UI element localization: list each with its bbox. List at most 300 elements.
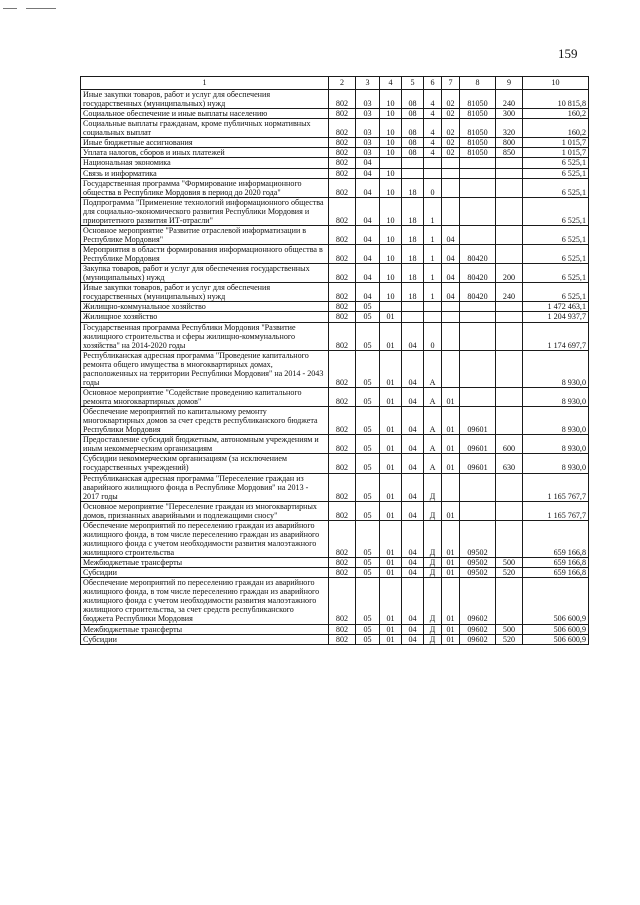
subprogram-code-cell: Д: [424, 520, 442, 557]
table-row: [81, 158, 589, 168]
amount-cell: 8 930,0: [523, 387, 589, 406]
section-code-cell: 05: [356, 520, 380, 557]
section-code-cell: 03: [356, 119, 380, 138]
section-code-cell: 04: [356, 158, 380, 168]
section-code-cell: 04: [356, 178, 380, 197]
program-code-cell: 04: [402, 473, 424, 501]
amount-cell: 6 525,1: [523, 178, 589, 197]
subsection-code-cell: 01: [380, 473, 402, 501]
ministry-code-cell: 802: [329, 148, 356, 158]
program-code-cell: 04: [402, 407, 424, 435]
item-name-cell: Обеспечение мероприятий по переселению граждан из аварийного жилищного фонда, в том числе переселению граждан из аварийного жилищного фонда с учетом необходимости развития малоэтажного жилищного строительства, за счет средств республиканского бюджета Республики Мордовия: [81, 578, 329, 624]
section-code-cell: 05: [356, 568, 380, 578]
event-code-cell: 01: [442, 624, 460, 634]
column-header: 7: [442, 77, 460, 90]
subsection-code-cell: 01: [380, 520, 402, 557]
amount-cell: 1 165 767,7: [523, 473, 589, 501]
expense-type-cell: 300: [496, 109, 523, 119]
subsection-code-cell: 01: [380, 568, 402, 578]
column-header: 8: [460, 77, 496, 90]
ministry-code-cell: 802: [329, 197, 356, 225]
program-code-cell: 04: [402, 568, 424, 578]
event-code-cell: [442, 302, 460, 312]
item-name-cell: Основное мероприятие "Переселение граждан из многоквартирных домов, признанных аварийными и подлежащими сносу": [81, 501, 329, 520]
item-name-cell: Национальная экономика: [81, 158, 329, 168]
subprogram-code-cell: [424, 158, 442, 168]
program-code-cell: 08: [402, 90, 424, 109]
event-code-cell: [442, 197, 460, 225]
direction-code-cell: [460, 322, 496, 350]
event-code-cell: 01: [442, 454, 460, 473]
subprogram-code-cell: А: [424, 435, 442, 454]
event-code-cell: [442, 350, 460, 387]
program-code-cell: [402, 168, 424, 178]
subsection-code-cell: 01: [380, 322, 402, 350]
section-code-cell: 05: [356, 501, 380, 520]
amount-cell: 1 472 463,1: [523, 302, 589, 312]
direction-code-cell: [460, 387, 496, 406]
ministry-code-cell: 802: [329, 283, 356, 302]
subsection-code-cell: 01: [380, 350, 402, 387]
subsection-code-cell: 01: [380, 624, 402, 634]
ministry-code-cell: 802: [329, 138, 356, 148]
section-code-cell: 05: [356, 387, 380, 406]
event-code-cell: 02: [442, 148, 460, 158]
subprogram-code-cell: 1: [424, 283, 442, 302]
section-code-cell: 05: [356, 454, 380, 473]
table-row: [81, 119, 589, 138]
event-code-cell: 01: [442, 387, 460, 406]
scan-mark: [3, 8, 17, 9]
event-code-cell: [442, 322, 460, 350]
program-code-cell: 04: [402, 435, 424, 454]
amount-cell: 506 600,9: [523, 624, 589, 634]
subprogram-code-cell: Д: [424, 624, 442, 634]
section-code-cell: 05: [356, 578, 380, 624]
subprogram-code-cell: А: [424, 350, 442, 387]
ministry-code-cell: 802: [329, 158, 356, 168]
amount-cell: 6 525,1: [523, 158, 589, 168]
subprogram-code-cell: 1: [424, 245, 442, 264]
table-row: [81, 387, 589, 406]
item-name-cell: Обеспечение мероприятий по капитальному ремонту многоквартирных домов за счет средств республиканского бюджета Республики Мордовия: [81, 407, 329, 435]
table-row: [81, 168, 589, 178]
subsection-code-cell: 10: [380, 168, 402, 178]
direction-code-cell: 80420: [460, 264, 496, 283]
event-code-cell: [442, 158, 460, 168]
subprogram-code-cell: 4: [424, 148, 442, 158]
subsection-code-cell: 01: [380, 387, 402, 406]
subprogram-code-cell: 4: [424, 138, 442, 148]
item-name-cell: Обеспечение мероприятий по переселению граждан из аварийного жилищного фонда, в том числе переселению граждан из аварийного жилищного фонда с учетом необходимости развития малоэтажного жилищного строительства: [81, 520, 329, 557]
expense-type-cell: [496, 387, 523, 406]
event-code-cell: 02: [442, 90, 460, 109]
amount-cell: 1 165 767,7: [523, 501, 589, 520]
subsection-code-cell: 10: [380, 283, 402, 302]
program-code-cell: [402, 302, 424, 312]
table-row: [81, 624, 589, 634]
subsection-code-cell: 01: [380, 407, 402, 435]
table-row: [81, 634, 589, 644]
item-name-cell: Государственная программа "Формирование информационного общества в Республике Мордовия в период до 2020 года": [81, 178, 329, 197]
direction-code-cell: [460, 178, 496, 197]
expense-type-cell: 200: [496, 264, 523, 283]
ministry-code-cell: 802: [329, 225, 356, 244]
direction-code-cell: 81050: [460, 148, 496, 158]
item-name-cell: Основное мероприятие "Развитие отраслевой информатизации в Республике Мордовия": [81, 225, 329, 244]
table-row: [81, 454, 589, 473]
section-code-cell: 05: [356, 634, 380, 644]
amount-cell: 6 525,1: [523, 225, 589, 244]
subprogram-code-cell: А: [424, 454, 442, 473]
subprogram-code-cell: А: [424, 387, 442, 406]
amount-cell: 1 015,7: [523, 148, 589, 158]
expense-type-cell: [496, 520, 523, 557]
item-name-cell: Республиканская адресная программа "Проведение капитального ремонта общего имущества в многоквартирных домах, расположенных на территории Республики Мордовия" на 2014 - 2043 годы: [81, 350, 329, 387]
direction-code-cell: 09601: [460, 407, 496, 435]
program-code-cell: 04: [402, 624, 424, 634]
table-row: [81, 473, 589, 501]
item-name-cell: Основное мероприятие "Содействие проведению капитального ремонта многоквартирных домов": [81, 387, 329, 406]
scan-mark: [26, 8, 56, 9]
section-code-cell: 04: [356, 197, 380, 225]
subprogram-code-cell: Д: [424, 634, 442, 644]
page-number: 159: [558, 46, 578, 61]
event-code-cell: 04: [442, 245, 460, 264]
subsection-code-cell: [380, 158, 402, 168]
amount-cell: 6 525,1: [523, 245, 589, 264]
expense-type-cell: 240: [496, 90, 523, 109]
section-code-cell: 03: [356, 109, 380, 119]
section-code-cell: 03: [356, 90, 380, 109]
item-name-cell: Социальные выплаты гражданам, кроме публичных нормативных социальных выплат: [81, 119, 329, 138]
table-row: [81, 350, 589, 387]
section-code-cell: 04: [356, 245, 380, 264]
budget-table: [80, 76, 589, 645]
event-code-cell: 04: [442, 264, 460, 283]
item-name-cell: Субсидии: [81, 634, 329, 644]
section-code-cell: 04: [356, 283, 380, 302]
subsection-code-cell: 10: [380, 138, 402, 148]
event-code-cell: 01: [442, 501, 460, 520]
subprogram-code-cell: 1: [424, 264, 442, 283]
amount-cell: 659 166,8: [523, 520, 589, 557]
ministry-code-cell: 802: [329, 568, 356, 578]
section-code-cell: 05: [356, 312, 380, 322]
ministry-code-cell: 802: [329, 407, 356, 435]
table-row: [81, 520, 589, 557]
column-header: 10: [523, 77, 589, 90]
event-code-cell: 02: [442, 109, 460, 119]
expense-type-cell: [496, 225, 523, 244]
table-row: [81, 407, 589, 435]
ministry-code-cell: 802: [329, 501, 356, 520]
ministry-code-cell: 802: [329, 558, 356, 568]
ministry-code-cell: 802: [329, 634, 356, 644]
event-code-cell: 01: [442, 407, 460, 435]
expense-type-cell: 630: [496, 454, 523, 473]
column-header: 3: [356, 77, 380, 90]
program-code-cell: 08: [402, 119, 424, 138]
direction-code-cell: [460, 197, 496, 225]
amount-cell: 506 600,9: [523, 578, 589, 624]
program-code-cell: 04: [402, 454, 424, 473]
subprogram-code-cell: Д: [424, 558, 442, 568]
ministry-code-cell: 802: [329, 578, 356, 624]
amount-cell: 506 600,9: [523, 634, 589, 644]
program-code-cell: 04: [402, 501, 424, 520]
amount-cell: 1 204 937,7: [523, 312, 589, 322]
amount-cell: 10 815,8: [523, 90, 589, 109]
direction-code-cell: 09601: [460, 454, 496, 473]
subsection-code-cell: 01: [380, 312, 402, 322]
subprogram-code-cell: А: [424, 407, 442, 435]
ministry-code-cell: 802: [329, 520, 356, 557]
table-row: [81, 501, 589, 520]
direction-code-cell: [460, 225, 496, 244]
direction-code-cell: 09601: [460, 435, 496, 454]
item-name-cell: Государственная программа Республики Мордовия "Развитие жилищного строительства и сферы жилищно-коммунального хозяйства" на 2014-2020 годы: [81, 322, 329, 350]
program-code-cell: 04: [402, 387, 424, 406]
direction-code-cell: [460, 302, 496, 312]
expense-type-cell: 520: [496, 568, 523, 578]
event-code-cell: 01: [442, 558, 460, 568]
direction-code-cell: 09602: [460, 634, 496, 644]
item-name-cell: Иные закупки товаров, работ и услуг для обеспечения государственных (муниципальных) нужд: [81, 283, 329, 302]
item-name-cell: Иные бюджетные ассигнования: [81, 138, 329, 148]
expense-type-cell: 600: [496, 435, 523, 454]
ministry-code-cell: 802: [329, 168, 356, 178]
direction-code-cell: 09602: [460, 624, 496, 634]
program-code-cell: 18: [402, 283, 424, 302]
ministry-code-cell: 802: [329, 302, 356, 312]
direction-code-cell: 81050: [460, 138, 496, 148]
subprogram-code-cell: 1: [424, 197, 442, 225]
program-code-cell: 18: [402, 197, 424, 225]
ministry-code-cell: 802: [329, 435, 356, 454]
subprogram-code-cell: [424, 302, 442, 312]
direction-code-cell: 80420: [460, 283, 496, 302]
direction-code-cell: [460, 501, 496, 520]
table-row: [81, 312, 589, 322]
item-name-cell: Иные закупки товаров, работ и услуг для обеспечения государственных (муниципальных) нужд: [81, 90, 329, 109]
column-header: 2: [329, 77, 356, 90]
program-code-cell: 18: [402, 225, 424, 244]
item-name-cell: Жилищно-коммунальное хозяйство: [81, 302, 329, 312]
expense-type-cell: [496, 158, 523, 168]
expense-type-cell: 520: [496, 634, 523, 644]
table-row: [81, 283, 589, 302]
subsection-code-cell: 01: [380, 435, 402, 454]
section-code-cell: 04: [356, 225, 380, 244]
expense-type-cell: [496, 578, 523, 624]
amount-cell: 659 166,8: [523, 558, 589, 568]
direction-code-cell: 81050: [460, 90, 496, 109]
item-name-cell: Закупка товаров, работ и услуг для обеспечения государственных (муниципальных) нужд: [81, 264, 329, 283]
amount-cell: 6 525,1: [523, 264, 589, 283]
section-code-cell: 05: [356, 624, 380, 634]
item-name-cell: Подпрограмма "Применение технологий информационного общества для социально-экономического развития Республики Мордовия и приоритетного развития ИТ-отрасли": [81, 197, 329, 225]
expense-type-cell: 240: [496, 283, 523, 302]
subprogram-code-cell: 4: [424, 119, 442, 138]
subsection-code-cell: 10: [380, 90, 402, 109]
direction-code-cell: 81050: [460, 119, 496, 138]
direction-code-cell: 09502: [460, 568, 496, 578]
ministry-code-cell: 802: [329, 178, 356, 197]
ministry-code-cell: 802: [329, 387, 356, 406]
ministry-code-cell: 802: [329, 350, 356, 387]
table-row: [81, 178, 589, 197]
table-row: [81, 264, 589, 283]
ministry-code-cell: 802: [329, 109, 356, 119]
section-code-cell: 05: [356, 558, 380, 568]
amount-cell: 160,2: [523, 119, 589, 138]
direction-code-cell: 09502: [460, 558, 496, 568]
subprogram-code-cell: [424, 168, 442, 178]
direction-code-cell: 81050: [460, 109, 496, 119]
program-code-cell: 18: [402, 245, 424, 264]
event-code-cell: [442, 178, 460, 197]
program-code-cell: 18: [402, 178, 424, 197]
subsection-code-cell: 10: [380, 264, 402, 283]
subsection-code-cell: 01: [380, 558, 402, 568]
program-code-cell: 04: [402, 350, 424, 387]
section-code-cell: 05: [356, 473, 380, 501]
ministry-code-cell: 802: [329, 119, 356, 138]
item-name-cell: Предоставление субсидий бюджетным, автономным учреждениям и иным некоммерческим организациям: [81, 435, 329, 454]
program-code-cell: [402, 312, 424, 322]
direction-code-cell: [460, 158, 496, 168]
subsection-code-cell: 10: [380, 109, 402, 119]
subprogram-code-cell: 4: [424, 109, 442, 119]
amount-cell: 1 015,7: [523, 138, 589, 148]
amount-cell: 659 166,8: [523, 568, 589, 578]
program-code-cell: 04: [402, 520, 424, 557]
expense-type-cell: [496, 407, 523, 435]
amount-cell: 8 930,0: [523, 454, 589, 473]
expense-type-cell: 500: [496, 624, 523, 634]
section-code-cell: 04: [356, 168, 380, 178]
subprogram-code-cell: Д: [424, 501, 442, 520]
amount-cell: 8 930,0: [523, 407, 589, 435]
event-code-cell: [442, 168, 460, 178]
table-row: [81, 197, 589, 225]
ministry-code-cell: 802: [329, 454, 356, 473]
subsection-code-cell: 01: [380, 578, 402, 624]
ministry-code-cell: 802: [329, 245, 356, 264]
event-code-cell: 04: [442, 283, 460, 302]
table-row: [81, 302, 589, 312]
subsection-code-cell: 01: [380, 501, 402, 520]
item-name-cell: Мероприятия в области формирования информационного общества в Республике Мордовия: [81, 245, 329, 264]
expense-type-cell: [496, 322, 523, 350]
item-name-cell: Социальное обеспечение и иные выплаты населению: [81, 109, 329, 119]
event-code-cell: 01: [442, 578, 460, 624]
item-name-cell: Связь и информатика: [81, 168, 329, 178]
subprogram-code-cell: 0: [424, 178, 442, 197]
table-row: [81, 435, 589, 454]
program-code-cell: 18: [402, 264, 424, 283]
amount-cell: 1 174 697,7: [523, 322, 589, 350]
item-name-cell: Межбюджетные трансферты: [81, 558, 329, 568]
program-code-cell: 04: [402, 322, 424, 350]
subprogram-code-cell: [424, 312, 442, 322]
expense-type-cell: [496, 501, 523, 520]
section-code-cell: 05: [356, 407, 380, 435]
event-code-cell: 01: [442, 568, 460, 578]
program-code-cell: 04: [402, 578, 424, 624]
ministry-code-cell: 802: [329, 90, 356, 109]
event-code-cell: 02: [442, 138, 460, 148]
subprogram-code-cell: Д: [424, 473, 442, 501]
section-code-cell: 03: [356, 138, 380, 148]
ministry-code-cell: 802: [329, 322, 356, 350]
event-code-cell: 01: [442, 520, 460, 557]
direction-code-cell: 09602: [460, 578, 496, 624]
ministry-code-cell: 802: [329, 473, 356, 501]
subsection-code-cell: 10: [380, 197, 402, 225]
expense-type-cell: 800: [496, 138, 523, 148]
subsection-code-cell: 10: [380, 148, 402, 158]
section-code-cell: 05: [356, 350, 380, 387]
column-header: 9: [496, 77, 523, 90]
subsection-code-cell: [380, 302, 402, 312]
direction-code-cell: [460, 350, 496, 387]
subprogram-code-cell: Д: [424, 568, 442, 578]
header-row: [81, 77, 589, 90]
subsection-code-cell: 10: [380, 119, 402, 138]
subsection-code-cell: 10: [380, 178, 402, 197]
amount-cell: 8 930,0: [523, 435, 589, 454]
item-name-cell: Субсидии: [81, 568, 329, 578]
program-code-cell: 08: [402, 138, 424, 148]
column-header: 5: [402, 77, 424, 90]
event-code-cell: 02: [442, 119, 460, 138]
expense-type-cell: [496, 168, 523, 178]
table-row: [81, 90, 589, 109]
program-code-cell: 08: [402, 148, 424, 158]
subsection-code-cell: 01: [380, 454, 402, 473]
table-row: [81, 578, 589, 624]
direction-code-cell: 80420: [460, 245, 496, 264]
item-name-cell: Субсидии некоммерческим организациям (за исключением государственных учреждений): [81, 454, 329, 473]
table-row: [81, 558, 589, 568]
column-header: 4: [380, 77, 402, 90]
column-header: 1: [81, 77, 329, 90]
program-code-cell: 04: [402, 634, 424, 644]
expense-type-cell: 320: [496, 119, 523, 138]
ministry-code-cell: 802: [329, 312, 356, 322]
expense-type-cell: [496, 245, 523, 264]
table-row: [81, 568, 589, 578]
program-code-cell: 08: [402, 109, 424, 119]
direction-code-cell: [460, 168, 496, 178]
event-code-cell: [442, 473, 460, 501]
section-code-cell: 05: [356, 302, 380, 312]
ministry-code-cell: 802: [329, 264, 356, 283]
amount-cell: 8 930,0: [523, 350, 589, 387]
event-code-cell: [442, 312, 460, 322]
subprogram-code-cell: Д: [424, 578, 442, 624]
event-code-cell: 04: [442, 225, 460, 244]
item-name-cell: Жилищное хозяйство: [81, 312, 329, 322]
expense-type-cell: [496, 178, 523, 197]
section-code-cell: 03: [356, 148, 380, 158]
amount-cell: 6 525,1: [523, 283, 589, 302]
column-header: 6: [424, 77, 442, 90]
item-name-cell: Уплата налогов, сборов и иных платежей: [81, 148, 329, 158]
subprogram-code-cell: 0: [424, 322, 442, 350]
